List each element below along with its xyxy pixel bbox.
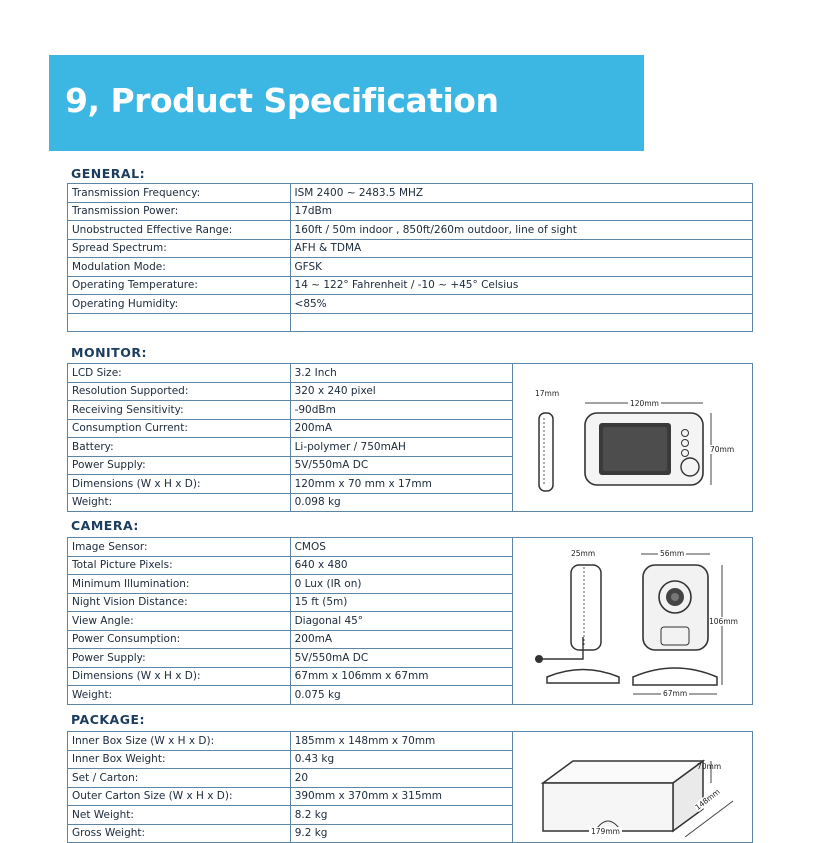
camera-label: Dimensions (W x H x D):: [68, 667, 291, 686]
package-value: 8.2 kg: [290, 806, 513, 825]
general-value: 160ft / 50m indoor , 850ft/260m outdoor, line of sight: [290, 221, 752, 240]
monitor-value: 3.2 Inch: [290, 364, 513, 383]
camera-height-label: 106mm: [709, 617, 738, 626]
package-value: 9.2 kg: [290, 824, 513, 843]
camera-value: Diagonal 45°: [290, 612, 513, 631]
camera-label: Night Vision Distance:: [68, 593, 291, 612]
general-label: Spread Spectrum:: [68, 239, 291, 258]
monitor-label: Consumption Current:: [68, 419, 291, 438]
package-value: 185mm x 148mm x 70mm: [290, 732, 513, 751]
general-label: Unobstructed Effective Range:: [68, 221, 291, 240]
camera-label: View Angle:: [68, 612, 291, 631]
general-row: [68, 313, 753, 332]
package-label: Outer Carton Size (W x H x D):: [68, 787, 291, 806]
monitor-label: LCD Size:: [68, 364, 291, 383]
monitor-label: Battery:: [68, 438, 291, 457]
camera-drawing: [513, 537, 753, 706]
monitor-value: 120mm x 70 mm x 17mm: [290, 475, 513, 494]
package-drawing: [513, 731, 753, 837]
monitor-label: Dimensions (W x H x D):: [68, 475, 291, 494]
general-label: Transmission Power:: [68, 202, 291, 221]
camera-value: 640 x 480: [290, 556, 513, 575]
camera-value: 0.075 kg: [290, 686, 513, 705]
monitor-heading: MONITOR:: [71, 345, 147, 360]
package-label: Inner Box Size (W x H x D):: [68, 732, 291, 751]
general-value: GFSK: [290, 258, 752, 277]
monitor-depth-label: 17mm: [535, 389, 560, 398]
package-height-label: 70mm: [697, 762, 722, 771]
general-value: ISM 2400 ~ 2483.5 MHZ: [290, 184, 752, 203]
general-row: [68, 239, 753, 258]
general-value: <85%: [290, 295, 752, 314]
monitor-drawing: [513, 363, 753, 513]
package-value: 20: [290, 769, 513, 788]
camera-top-width-label: 56mm: [660, 549, 685, 558]
general-row: [68, 221, 753, 240]
camera-heading: CAMERA:: [71, 518, 139, 533]
package-label: Net Weight:: [68, 806, 291, 825]
general-value: 17dBm: [290, 202, 752, 221]
general-label: Transmission Frequency:: [68, 184, 291, 203]
monitor-label: Resolution Supported:: [68, 382, 291, 401]
package-value: 0.43 kg: [290, 750, 513, 769]
monitor-value: -90dBm: [290, 401, 513, 420]
monitor-label: Weight:: [68, 493, 291, 512]
general-row: [68, 202, 753, 221]
package-depth-label: 148mm: [693, 787, 722, 812]
general-row: [68, 276, 753, 295]
camera-value: 15 ft (5m): [290, 593, 513, 612]
camera-label: Power Supply:: [68, 649, 291, 668]
camera-value: 67mm x 106mm x 67mm: [290, 667, 513, 686]
camera-label: Power Consumption:: [68, 630, 291, 649]
camera-label: Weight:: [68, 686, 291, 705]
general-label: Operating Humidity:: [68, 295, 291, 314]
section-banner: [49, 55, 644, 151]
camera-value: 200mA: [290, 630, 513, 649]
general-row: [68, 295, 753, 314]
general-value: AFH & TDMA: [290, 239, 752, 258]
general-row: [68, 184, 753, 203]
general-value: [290, 313, 752, 332]
general-table: [67, 183, 753, 332]
camera-depth-label: 25mm: [571, 549, 596, 558]
general-row: [68, 258, 753, 277]
camera-value: 0 Lux (IR on): [290, 575, 513, 594]
package-label: Set / Carton:: [68, 769, 291, 788]
monitor-width-label: 120mm: [630, 399, 659, 408]
package-value: 390mm x 370mm x 315mm: [290, 787, 513, 806]
monitor-label: Power Supply:: [68, 456, 291, 475]
monitor-value: Li-polymer / 750mAH: [290, 438, 513, 457]
camera-label: Total Picture Pixels:: [68, 556, 291, 575]
general-label: Operating Temperature:: [68, 276, 291, 295]
monitor-value: 320 x 240 pixel: [290, 382, 513, 401]
monitor-illustration: [513, 363, 753, 513]
camera-value: CMOS: [290, 538, 513, 557]
general-heading: GENERAL:: [71, 166, 146, 181]
general-value: 14 ~ 122° Fahrenheit / -10 ~ +45° Celsius: [290, 276, 752, 295]
general-label: Modulation Mode:: [68, 258, 291, 277]
general-label: [68, 313, 291, 332]
camera-base-width-label: 67mm: [663, 689, 688, 698]
package-label: Gross Weight:: [68, 824, 291, 843]
camera-label: Image Sensor:: [68, 538, 291, 557]
monitor-value: 200mA: [290, 419, 513, 438]
page-title: 9, Product Specification: [65, 81, 499, 120]
camera-label: Minimum Illumination:: [68, 575, 291, 594]
package-label: Inner Box Weight:: [68, 750, 291, 769]
package-width-label: 179mm: [591, 827, 620, 836]
monitor-value: 0.098 kg: [290, 493, 513, 512]
package-illustration: [513, 731, 753, 837]
monitor-value: 5V/550mA DC: [290, 456, 513, 475]
monitor-label: Receiving Sensitivity:: [68, 401, 291, 420]
monitor-height-label: 70mm: [710, 445, 735, 454]
camera-value: 5V/550mA DC: [290, 649, 513, 668]
package-heading: PACKAGE:: [71, 712, 146, 727]
